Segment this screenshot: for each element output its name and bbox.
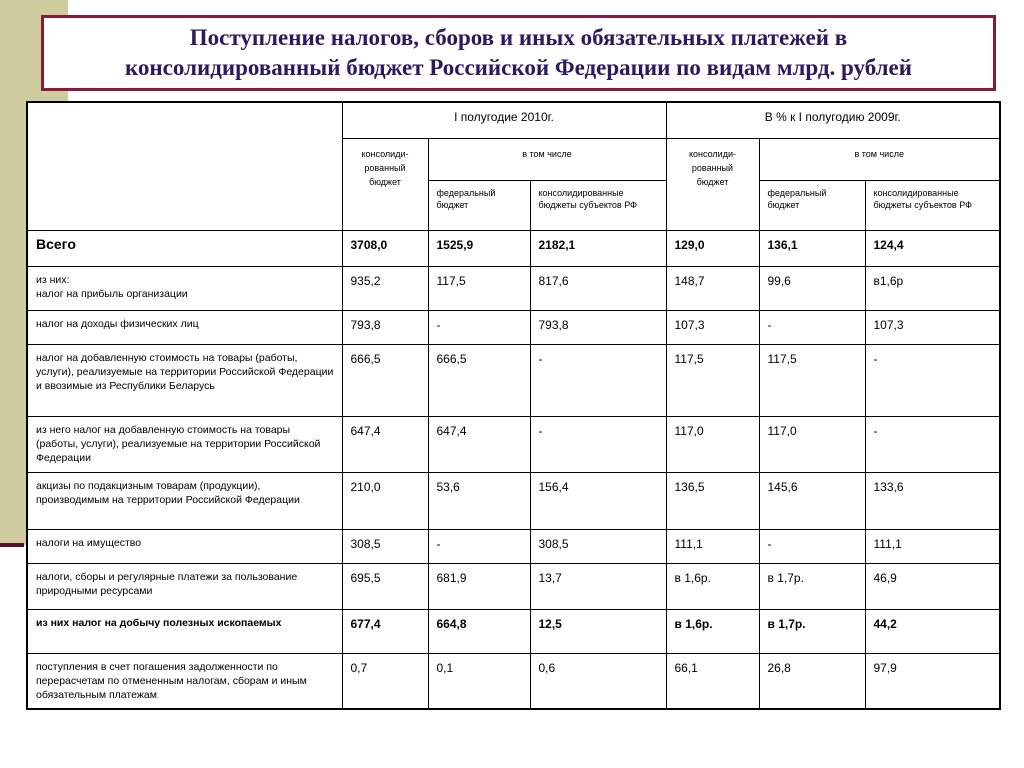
cell-value: 3708,0 [342,230,428,266]
row-label: налоги на имущество [27,529,342,563]
table-row [27,344,1000,416]
header-consolidated-budget-1: консолиди- рованный бюджет [342,138,428,230]
header-including-2: в том числе [759,138,1000,180]
cell-value: - [530,416,666,472]
cell-value: 210,0 [342,472,428,529]
row-label: налог на доходы физических лиц [27,310,342,344]
header-empty-cell [27,102,342,230]
cell-value: 666,5 [428,344,530,416]
cell-value: 793,8 [530,310,666,344]
cell-value: 111,1 [666,529,759,563]
cell-value: в 1,7р. [759,609,865,653]
cell-value: 695,5 [342,563,428,609]
cell-value: в1,6р [865,266,1000,310]
table-row [27,416,1000,472]
table-row [27,529,1000,563]
cell-value: 107,3 [666,310,759,344]
header-federal-1: федеральный бюджет [428,180,530,230]
cell-value: 46,9 [865,563,1000,609]
cell-value: 2182,1 [530,230,666,266]
cell-value: 117,0 [666,416,759,472]
row-label: из него налог на добавленную стоимость на товары (работы, услуги), реализуемые на территории Российской Федерации [27,416,342,472]
cell-value: 26,8 [759,653,865,709]
table-row [27,310,1000,344]
header-period-2010: I полугодие 2010г. [342,102,666,138]
cell-value: 0,1 [428,653,530,709]
table-row-highlight [27,609,1000,653]
cell-value: 97,9 [865,653,1000,709]
cell-value: - [759,529,865,563]
cell-value: 117,5 [666,344,759,416]
row-label: Всего [27,230,342,266]
table-row [27,266,1000,310]
header-including-1: в том числе [428,138,666,180]
cell-value: 664,8 [428,609,530,653]
cell-value: - [865,344,1000,416]
table-row [27,563,1000,609]
cell-value: 44,2 [865,609,1000,653]
header-consolidated-budget-2: консолиди- рованный бюджет [666,138,759,230]
cell-value: 935,2 [342,266,428,310]
cell-value: 308,5 [530,529,666,563]
cell-value: 647,4 [342,416,428,472]
table-row-total [27,230,1000,266]
row-label: налоги, сборы и регулярные платежи за пользование природными ресурсами [27,563,342,609]
cell-value: 156,4 [530,472,666,529]
cell-value: в 1,7р. [759,563,865,609]
header-federal-2: федеральный бюджет [759,180,865,230]
title-line-1: Поступление налогов, сборов и иных обязательных платежей в [189,25,848,50]
cell-value: 129,0 [666,230,759,266]
row-label: поступления в счет погашения задолженности по перерасчетам по отмененным налогам, сборам и иным обязательным платежам [27,653,342,709]
title-line-2: консолидированный бюджет Российской Федерации по видам млрд. рублей [124,55,913,80]
cell-value: 793,8 [342,310,428,344]
cell-value: 817,6 [530,266,666,310]
cell-value: в 1,6р. [666,609,759,653]
cell-value: в 1,6р. [666,563,759,609]
cell-value: - [759,310,865,344]
cell-value: 124,4 [865,230,1000,266]
cell-value: 133,6 [865,472,1000,529]
cell-value: 148,7 [666,266,759,310]
row-label: налог на добавленную стоимость на товары (работы, услуги), реализуемые на территории Российской Федерации и ввозимые из Республики Беларусь [27,344,342,416]
cell-value: 308,5 [342,529,428,563]
cell-value: 117,0 [759,416,865,472]
table-row [27,472,1000,529]
tax-revenue-table [26,101,1001,710]
cell-value: 13,7 [530,563,666,609]
cell-value: 136,1 [759,230,865,266]
cell-value: 681,9 [428,563,530,609]
cell-value: 1525,9 [428,230,530,266]
cell-value: 666,5 [342,344,428,416]
header-regional-2: консолидированные бюджеты субъектов РФ [865,180,1000,230]
cell-value: 145,6 [759,472,865,529]
cell-value: - [530,344,666,416]
cell-value: 99,6 [759,266,865,310]
row-label: из них: налог на прибыль организации [27,266,342,310]
page-title [41,15,996,91]
cell-value: 117,5 [759,344,865,416]
cell-value: 107,3 [865,310,1000,344]
cell-value: 53,6 [428,472,530,529]
cell-value: 0,7 [342,653,428,709]
table-row [27,653,1000,709]
cell-value: 111,1 [865,529,1000,563]
decorative-left-rule [0,543,24,547]
cell-value: 647,4 [428,416,530,472]
row-label: акцизы по подакцизным товарам (продукции), производимым на территории Российской Федерации [27,472,342,529]
header-regional-1: консолидированные бюджеты субъектов РФ [530,180,666,230]
header-percent-2009: В % к I полугодию 2009г. [666,102,1000,138]
cell-value: 117,5 [428,266,530,310]
row-label-prefix: из них: [36,273,70,286]
cell-value: - [428,529,530,563]
cell-value: 136,5 [666,472,759,529]
cell-value: 12,5 [530,609,666,653]
row-label: из них налог на добычу полезных ископаемых [27,609,342,653]
cell-value: - [428,310,530,344]
cell-value: - [865,416,1000,472]
cell-value: 677,4 [342,609,428,653]
cell-value: 0,6 [530,653,666,709]
cell-value: 66,1 [666,653,759,709]
